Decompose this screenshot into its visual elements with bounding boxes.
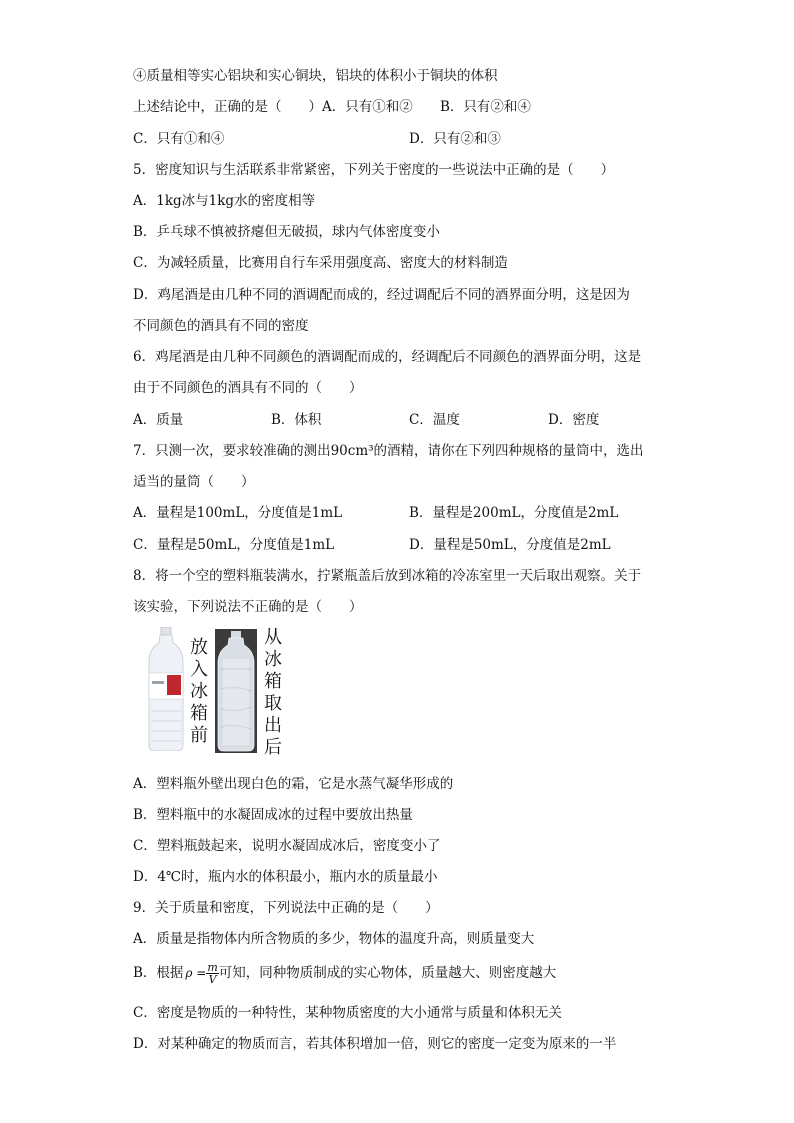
q7-option-b: B．量程是200mL，分度值是2mL: [409, 505, 619, 521]
q8-option-b: B．塑料瓶中的水凝固成冰的过程中要放出热量: [133, 807, 413, 823]
label-after-freezer: 从冰箱取出后: [264, 627, 282, 758]
q5-option-b: B．乒乓球不慎被挤瘪但无破损，球内气体密度变小: [133, 224, 440, 240]
q5-option-c: C．为减轻质量，比赛用自行车采用强度高、密度大的材料制造: [133, 255, 508, 271]
density-formula-rho: ρ =: [185, 966, 207, 980]
q4-option-c: C．只有①和④: [133, 131, 225, 147]
q9-option-b: [133, 962, 556, 985]
q7-stem-line2: 适当的量筒（ ）: [133, 474, 255, 490]
q4-option-d: D．只有②和③: [409, 131, 501, 147]
q5-stem: 5．密度知识与生活联系非常紧密，下列关于密度的一些说法中正确的是（ ）: [133, 162, 615, 178]
q7-option-c: C．量程是50mL，分度值是1mL: [133, 537, 335, 553]
q7-option-a: A．量程是100mL，分度值是1mL: [133, 505, 343, 521]
q7-option-d: D．量程是50mL，分度值是2mL: [409, 537, 611, 553]
q6-option-a: A．质量: [133, 412, 184, 428]
q8-stem-line1: 8．将一个空的塑料瓶装满水，拧紧瓶盖后放到冰箱的冷冻室里一天后取出观察。关于: [133, 568, 642, 584]
q5-option-a: A．1kg冰与1kg水的密度相等: [133, 193, 316, 209]
label-before-freezer: 放入冰箱前: [190, 637, 208, 746]
q9-option-c: C．密度是物质的一种特性，某种物质密度的大小通常与质量和体积无关: [133, 1005, 562, 1021]
q9-option-b-prefix: B．根据: [133, 965, 184, 981]
bottle-before-image: [147, 627, 185, 751]
q4-stem: 上述结论中，正确的是（ ）A．只有①和②: [133, 99, 413, 115]
q9-stem: 9．关于质量和密度，下列说法中正确的是（ ）: [133, 900, 439, 916]
q5-option-d-line1: D．鸡尾酒是由几种不同的酒调配而成的，经过调配后不同的酒界面分明，这是因为: [133, 287, 630, 303]
q6-option-d: D．密度: [548, 412, 600, 428]
q6-option-c: C．温度: [409, 412, 460, 428]
q8-bottle-figure: [133, 627, 293, 757]
formula-numerator: m: [207, 961, 218, 974]
q6-option-b: B．体积: [271, 412, 322, 428]
q9-option-a: A．质量是指物体内所含物质的多少，物体的温度升高，则质量变大: [133, 931, 535, 947]
q9-option-d: D．对某种确定的物质而言，若其体积增加一倍，则它的密度一定变为原来的一半: [133, 1036, 617, 1052]
q9-option-b-suffix: 可知，同种物质制成的实心物体，质量越大、则密度越大: [218, 965, 557, 981]
q4-item4: ④质量相等实心铝块和实心铜块，铝块的体积小于铜块的体积: [133, 68, 498, 84]
bottle-after-image: [215, 629, 257, 753]
q8-option-c: C．塑料瓶鼓起来，说明水凝固成冰后，密度变小了: [133, 838, 441, 854]
q8-stem-line2: 该实验，下列说法不正确的是（ ）: [133, 599, 363, 615]
density-formula-fraction: [206, 962, 218, 985]
q8-option-d: D．4℃时，瓶内水的体积最小，瓶内水的质量最小: [133, 869, 438, 885]
q6-stem-line1: 6．鸡尾酒是由几种不同颜色的酒调配而成的，经调配后不同颜色的酒界面分明，这是: [133, 349, 642, 365]
q5-option-d-line2: 不同颜色的酒具有不同的密度: [133, 318, 309, 334]
q4-option-b: B．只有②和④: [440, 99, 531, 115]
q7-stem-line1: 7．只测一次，要求较准确的测出90cm³的酒精，请你在下列四种规格的量筒中，选出: [133, 443, 644, 459]
q8-option-a: A．塑料瓶外壁出现白色的霜，它是水蒸气凝华形成的: [133, 776, 454, 792]
formula-denominator: V: [208, 973, 217, 986]
q6-stem-line2: 由于不同颜色的酒具有不同的（ ）: [133, 380, 363, 396]
